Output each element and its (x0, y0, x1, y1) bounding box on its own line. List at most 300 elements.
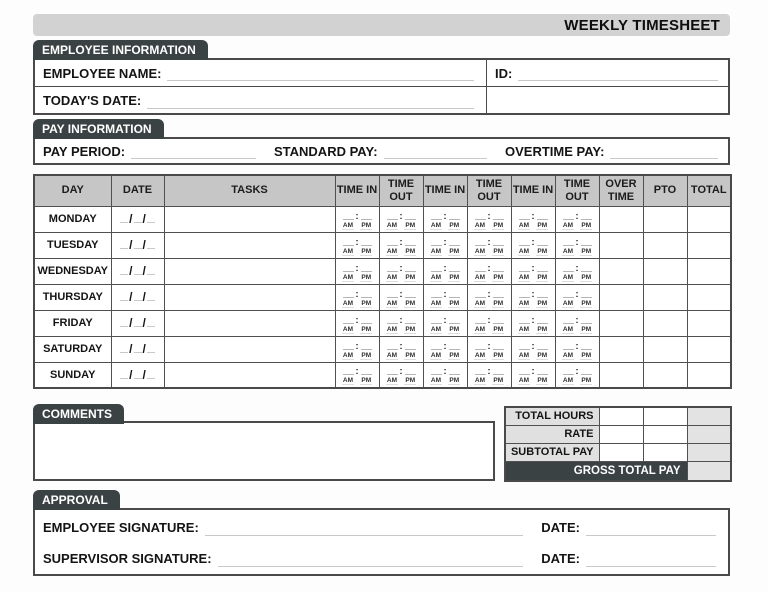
rate-total[interactable] (687, 425, 731, 443)
minute-blank[interactable] (405, 314, 416, 324)
am-option[interactable]: AM (342, 299, 353, 307)
hour-blank[interactable] (475, 210, 486, 220)
colon: : (399, 366, 403, 377)
hour-blank[interactable] (431, 365, 442, 375)
hour-blank[interactable] (431, 340, 442, 350)
am-option[interactable]: AM (430, 351, 441, 359)
am-option[interactable]: AM (518, 221, 529, 229)
tasks-cell[interactable] (164, 232, 335, 258)
hour-blank[interactable] (475, 236, 486, 246)
hour-blank[interactable] (387, 314, 398, 324)
time-out-cell-2[interactable] (467, 232, 511, 258)
time-in-cell-3[interactable] (511, 362, 555, 388)
pm-option[interactable]: PM (537, 273, 548, 281)
pm-option[interactable]: PM (581, 377, 592, 385)
subtotal-pay-value-2[interactable] (643, 443, 687, 461)
hour-blank[interactable] (387, 288, 398, 298)
time-in-cell-3[interactable] (511, 258, 555, 284)
hour-blank[interactable] (475, 365, 486, 375)
hour-blank[interactable] (519, 262, 530, 272)
minute-blank[interactable] (405, 365, 416, 375)
time-in-cell-2[interactable] (423, 232, 467, 258)
comments-box[interactable] (33, 421, 495, 481)
tasks-cell[interactable] (164, 336, 335, 362)
minute-blank[interactable] (493, 262, 504, 272)
total-cell[interactable] (687, 258, 731, 284)
hour-blank[interactable] (343, 340, 354, 350)
date-blank[interactable] (147, 290, 155, 301)
minute-blank[interactable] (581, 340, 592, 350)
colon: : (355, 314, 359, 325)
minute-blank[interactable] (537, 236, 548, 246)
pm-option[interactable]: PM (449, 273, 460, 281)
overtime-cell[interactable] (599, 310, 643, 336)
am-option[interactable]: AM (342, 221, 353, 229)
date-cell[interactable] (111, 232, 164, 258)
pm-option[interactable]: PM (493, 325, 504, 333)
am-option[interactable]: AM (518, 351, 529, 359)
time-out-cell-1[interactable] (379, 310, 423, 336)
time-in-cell-1[interactable] (335, 232, 379, 258)
am-option[interactable]: AM (474, 351, 485, 359)
employee-name-input-line[interactable] (167, 65, 474, 81)
hour-blank[interactable] (343, 365, 354, 375)
pm-option[interactable]: PM (537, 299, 548, 307)
pto-cell[interactable] (643, 206, 687, 232)
hour-blank[interactable] (563, 288, 574, 298)
minute-blank[interactable] (449, 314, 460, 324)
minute-blank[interactable] (405, 340, 416, 350)
pm-option[interactable]: PM (449, 351, 460, 359)
time-in-cell-2[interactable] (423, 310, 467, 336)
am-option[interactable]: AM (562, 299, 573, 307)
minute-blank[interactable] (361, 365, 372, 375)
minute-blank[interactable] (537, 365, 548, 375)
rate-value-1[interactable] (599, 425, 643, 443)
hour-blank[interactable] (519, 314, 530, 324)
minute-blank[interactable] (537, 314, 548, 324)
time-in-cell-2[interactable] (423, 284, 467, 310)
pm-option[interactable]: PM (361, 377, 372, 385)
hour-blank[interactable] (431, 210, 442, 220)
am-option[interactable]: AM (518, 325, 529, 333)
minute-blank[interactable] (581, 314, 592, 324)
time-in-cell-2[interactable] (423, 258, 467, 284)
time-in-cell-3[interactable] (511, 206, 555, 232)
overtime-pay-input-line[interactable] (610, 143, 718, 159)
date-blank[interactable] (120, 316, 128, 327)
time-in-cell-3[interactable] (511, 232, 555, 258)
date-blank[interactable] (134, 212, 142, 223)
total-cell[interactable] (687, 362, 731, 388)
time-out-cell-3[interactable] (555, 310, 599, 336)
time-in-cell-1[interactable] (335, 362, 379, 388)
date-blank[interactable] (120, 264, 128, 275)
minute-blank[interactable] (449, 262, 460, 272)
overtime-cell[interactable] (599, 362, 643, 388)
time-in-cell-3[interactable] (511, 284, 555, 310)
supervisor-signature-date-line[interactable] (586, 551, 716, 567)
ampm-row (468, 377, 511, 385)
time-out-cell-2[interactable] (467, 362, 511, 388)
am-option[interactable]: AM (342, 377, 353, 385)
time-out-cell-2[interactable] (467, 206, 511, 232)
date-blank[interactable] (147, 368, 155, 379)
am-option[interactable]: AM (474, 299, 485, 307)
ampm-row (468, 352, 511, 360)
hour-blank[interactable] (387, 262, 398, 272)
date-cell[interactable] (111, 362, 164, 388)
pm-option[interactable]: PM (405, 221, 416, 229)
time-in-cell-1[interactable] (335, 336, 379, 362)
pm-option[interactable]: PM (493, 221, 504, 229)
time-out-cell-3[interactable] (555, 362, 599, 388)
date-blank[interactable] (134, 342, 142, 353)
am-option[interactable]: AM (430, 377, 441, 385)
time-out-cell-2[interactable] (467, 310, 511, 336)
pm-option[interactable]: PM (537, 377, 548, 385)
time-out-cell-2[interactable] (467, 336, 511, 362)
am-option[interactable]: AM (562, 247, 573, 255)
pm-option[interactable]: PM (449, 247, 460, 255)
hour-blank[interactable] (343, 210, 354, 220)
hour-blank[interactable] (519, 236, 530, 246)
overtime-cell[interactable] (599, 336, 643, 362)
hour-blank[interactable] (563, 210, 574, 220)
ampm-row (556, 377, 599, 385)
pm-option[interactable]: PM (361, 299, 372, 307)
employee-signature-date-line[interactable] (586, 520, 716, 536)
pm-option[interactable]: PM (493, 247, 504, 255)
hour-blank[interactable] (431, 236, 442, 246)
minute-blank[interactable] (361, 236, 372, 246)
am-option[interactable]: AM (386, 351, 397, 359)
time-out-cell-1[interactable] (379, 232, 423, 258)
am-option[interactable]: AM (430, 221, 441, 229)
date-cell[interactable] (111, 310, 164, 336)
employee-signature-line[interactable] (205, 520, 523, 536)
hour-blank[interactable] (343, 288, 354, 298)
date-blank[interactable] (134, 290, 142, 301)
pm-option[interactable]: PM (361, 221, 372, 229)
minute-blank[interactable] (493, 210, 504, 220)
pm-option[interactable]: PM (449, 325, 460, 333)
tasks-cell[interactable] (164, 362, 335, 388)
minute-blank[interactable] (449, 365, 460, 375)
am-option[interactable]: AM (386, 325, 397, 333)
date-blank[interactable] (120, 342, 128, 353)
pm-option[interactable]: PM (581, 221, 592, 229)
minute-blank[interactable] (537, 340, 548, 350)
ampm-row (468, 222, 511, 230)
pto-cell[interactable] (643, 310, 687, 336)
hour-blank[interactable] (563, 262, 574, 272)
am-option[interactable]: AM (562, 351, 573, 359)
rate-value-2[interactable] (643, 425, 687, 443)
time-out-cell-1[interactable] (379, 336, 423, 362)
pm-option[interactable]: PM (493, 351, 504, 359)
pm-option[interactable]: PM (405, 377, 416, 385)
am-option[interactable]: AM (430, 273, 441, 281)
date-cell[interactable] (111, 284, 164, 310)
hour-blank[interactable] (563, 340, 574, 350)
total-cell[interactable] (687, 232, 731, 258)
todays-date-input-line[interactable] (147, 93, 474, 109)
time-out-cell-3[interactable] (555, 336, 599, 362)
time-entry (380, 313, 423, 324)
time-in-cell-3[interactable] (511, 310, 555, 336)
header-time-out-3: TIME OUT (555, 175, 599, 206)
date-blank[interactable] (134, 368, 142, 379)
minute-blank[interactable] (449, 210, 460, 220)
date-blank[interactable] (120, 290, 128, 301)
pto-cell[interactable] (643, 232, 687, 258)
minute-blank[interactable] (493, 236, 504, 246)
supervisor-signature-line[interactable] (218, 551, 524, 567)
pm-option[interactable]: PM (405, 247, 416, 255)
pm-option[interactable]: PM (361, 273, 372, 281)
time-out-cell-2[interactable] (467, 284, 511, 310)
hour-blank[interactable] (387, 365, 398, 375)
hour-blank[interactable] (343, 236, 354, 246)
am-option[interactable]: AM (342, 247, 353, 255)
am-option[interactable]: AM (474, 377, 485, 385)
am-option[interactable]: AM (562, 221, 573, 229)
minute-blank[interactable] (537, 262, 548, 272)
overtime-cell[interactable] (599, 232, 643, 258)
am-option[interactable]: AM (474, 325, 485, 333)
tasks-cell[interactable] (164, 284, 335, 310)
pm-option[interactable]: PM (581, 247, 592, 255)
am-option[interactable]: AM (562, 377, 573, 385)
hour-blank[interactable] (475, 288, 486, 298)
minute-blank[interactable] (405, 262, 416, 272)
header-pto: PTO (643, 175, 687, 206)
minute-blank[interactable] (493, 314, 504, 324)
date-blank[interactable] (120, 238, 128, 249)
gross-total-pay-value[interactable] (687, 461, 731, 481)
pm-option[interactable]: PM (581, 299, 592, 307)
pm-option[interactable]: PM (405, 325, 416, 333)
am-option[interactable]: AM (474, 221, 485, 229)
am-option[interactable]: AM (518, 377, 529, 385)
date-blank[interactable] (120, 212, 128, 223)
am-option[interactable]: AM (342, 273, 353, 281)
colon: : (399, 340, 403, 351)
pm-option[interactable]: PM (405, 351, 416, 359)
standard-pay-input-line[interactable] (384, 143, 487, 159)
am-option[interactable]: AM (386, 273, 397, 281)
am-option[interactable]: AM (518, 299, 529, 307)
minute-blank[interactable] (405, 288, 416, 298)
am-option[interactable]: AM (386, 221, 397, 229)
am-option[interactable]: AM (430, 247, 441, 255)
minute-blank[interactable] (537, 288, 548, 298)
hour-blank[interactable] (431, 314, 442, 324)
hour-blank[interactable] (519, 365, 530, 375)
am-option[interactable]: AM (386, 247, 397, 255)
date-blank[interactable] (147, 342, 155, 353)
am-option[interactable]: AM (562, 273, 573, 281)
minute-blank[interactable] (405, 236, 416, 246)
pm-option[interactable]: PM (493, 299, 504, 307)
am-option[interactable]: AM (518, 247, 529, 255)
am-option[interactable]: AM (430, 325, 441, 333)
am-option[interactable]: AM (342, 325, 353, 333)
total-hours-total[interactable] (687, 407, 731, 425)
pto-cell[interactable] (643, 258, 687, 284)
pm-option[interactable]: PM (361, 325, 372, 333)
hour-blank[interactable] (431, 288, 442, 298)
time-in-cell-1[interactable] (335, 206, 379, 232)
hour-blank[interactable] (387, 236, 398, 246)
minute-blank[interactable] (361, 340, 372, 350)
hour-blank[interactable] (519, 288, 530, 298)
hour-blank[interactable] (343, 314, 354, 324)
overtime-cell[interactable] (599, 284, 643, 310)
minute-blank[interactable] (361, 262, 372, 272)
hour-blank[interactable] (387, 210, 398, 220)
hour-blank[interactable] (475, 262, 486, 272)
total-cell[interactable] (687, 310, 731, 336)
hour-blank[interactable] (563, 236, 574, 246)
minute-blank[interactable] (449, 340, 460, 350)
time-in-cell-1[interactable] (335, 310, 379, 336)
minute-blank[interactable] (537, 210, 548, 220)
total-hours-value-2[interactable] (643, 407, 687, 425)
hour-blank[interactable] (431, 262, 442, 272)
total-hours-value-1[interactable] (599, 407, 643, 425)
date-blank[interactable] (147, 212, 155, 223)
time-out-cell-1[interactable] (379, 362, 423, 388)
employee-id-input-line[interactable] (518, 65, 718, 81)
date-blank[interactable] (147, 316, 155, 327)
minute-blank[interactable] (581, 288, 592, 298)
pm-option[interactable]: PM (537, 351, 548, 359)
tasks-cell[interactable] (164, 310, 335, 336)
pm-option[interactable]: PM (581, 325, 592, 333)
pm-option[interactable]: PM (537, 221, 548, 229)
date-blank[interactable] (147, 238, 155, 249)
date-cell[interactable] (111, 206, 164, 232)
time-in-cell-1[interactable] (335, 284, 379, 310)
hour-blank[interactable] (475, 314, 486, 324)
time-out-cell-3[interactable] (555, 206, 599, 232)
date-cell[interactable] (111, 336, 164, 362)
colon: : (531, 314, 535, 325)
pto-cell[interactable] (643, 362, 687, 388)
hour-blank[interactable] (519, 340, 530, 350)
minute-blank[interactable] (361, 210, 372, 220)
minute-blank[interactable] (581, 210, 592, 220)
pay-period-input-line[interactable] (131, 143, 256, 159)
time-out-cell-2[interactable] (467, 258, 511, 284)
time-out-cell-3[interactable] (555, 258, 599, 284)
pm-option[interactable]: PM (449, 221, 460, 229)
am-option[interactable]: AM (562, 325, 573, 333)
am-option[interactable]: AM (342, 351, 353, 359)
pm-option[interactable]: PM (493, 273, 504, 281)
subtotal-pay-value-1[interactable] (599, 443, 643, 461)
minute-blank[interactable] (449, 236, 460, 246)
date-blank[interactable] (120, 368, 128, 379)
tasks-cell[interactable] (164, 258, 335, 284)
date-blank[interactable] (134, 316, 142, 327)
pm-option[interactable]: PM (537, 325, 548, 333)
time-in-cell-2[interactable] (423, 206, 467, 232)
hour-blank[interactable] (343, 262, 354, 272)
overtime-cell[interactable] (599, 206, 643, 232)
time-in-cell-2[interactable] (423, 362, 467, 388)
hour-blank[interactable] (563, 365, 574, 375)
hour-blank[interactable] (475, 340, 486, 350)
comments-section-label: COMMENTS (33, 404, 124, 424)
time-in-cell-1[interactable] (335, 258, 379, 284)
am-option[interactable]: AM (430, 299, 441, 307)
total-cell[interactable] (687, 284, 731, 310)
pm-option[interactable]: PM (361, 247, 372, 255)
hour-blank[interactable] (519, 210, 530, 220)
ampm-row (512, 300, 555, 308)
minute-blank[interactable] (361, 288, 372, 298)
date-cell[interactable] (111, 258, 164, 284)
pm-option[interactable]: PM (581, 351, 592, 359)
pm-option[interactable]: PM (405, 273, 416, 281)
time-out-cell-1[interactable] (379, 258, 423, 284)
pm-option[interactable]: PM (361, 351, 372, 359)
hour-blank[interactable] (563, 314, 574, 324)
pm-option[interactable]: PM (493, 377, 504, 385)
minute-blank[interactable] (361, 314, 372, 324)
minute-blank[interactable] (493, 288, 504, 298)
minute-blank[interactable] (449, 288, 460, 298)
time-in-cell-2[interactable] (423, 336, 467, 362)
time-out-cell-1[interactable] (379, 206, 423, 232)
total-cell[interactable] (687, 206, 731, 232)
total-cell[interactable] (687, 336, 731, 362)
date-blank[interactable] (134, 238, 142, 249)
time-in-cell-3[interactable] (511, 336, 555, 362)
pm-option[interactable]: PM (449, 299, 460, 307)
minute-blank[interactable] (581, 262, 592, 272)
pm-option[interactable]: PM (537, 247, 548, 255)
am-option[interactable]: AM (386, 299, 397, 307)
minute-blank[interactable] (493, 340, 504, 350)
minute-blank[interactable] (405, 210, 416, 220)
pto-cell[interactable] (643, 336, 687, 362)
pm-option[interactable]: PM (449, 377, 460, 385)
subtotal-pay-total[interactable] (687, 443, 731, 461)
overtime-cell[interactable] (599, 258, 643, 284)
am-option[interactable]: AM (474, 273, 485, 281)
date-blank[interactable] (147, 264, 155, 275)
time-out-cell-3[interactable] (555, 232, 599, 258)
pm-option[interactable]: PM (581, 273, 592, 281)
date-blank[interactable] (134, 264, 142, 275)
am-option[interactable]: AM (474, 247, 485, 255)
time-out-cell-1[interactable] (379, 284, 423, 310)
hour-blank[interactable] (387, 340, 398, 350)
minute-blank[interactable] (493, 365, 504, 375)
pm-option[interactable]: PM (405, 299, 416, 307)
am-option[interactable]: AM (518, 273, 529, 281)
time-out-cell-3[interactable] (555, 284, 599, 310)
minute-blank[interactable] (581, 236, 592, 246)
pto-cell[interactable] (643, 284, 687, 310)
minute-blank[interactable] (581, 365, 592, 375)
am-option[interactable]: AM (386, 377, 397, 385)
tasks-cell[interactable] (164, 206, 335, 232)
